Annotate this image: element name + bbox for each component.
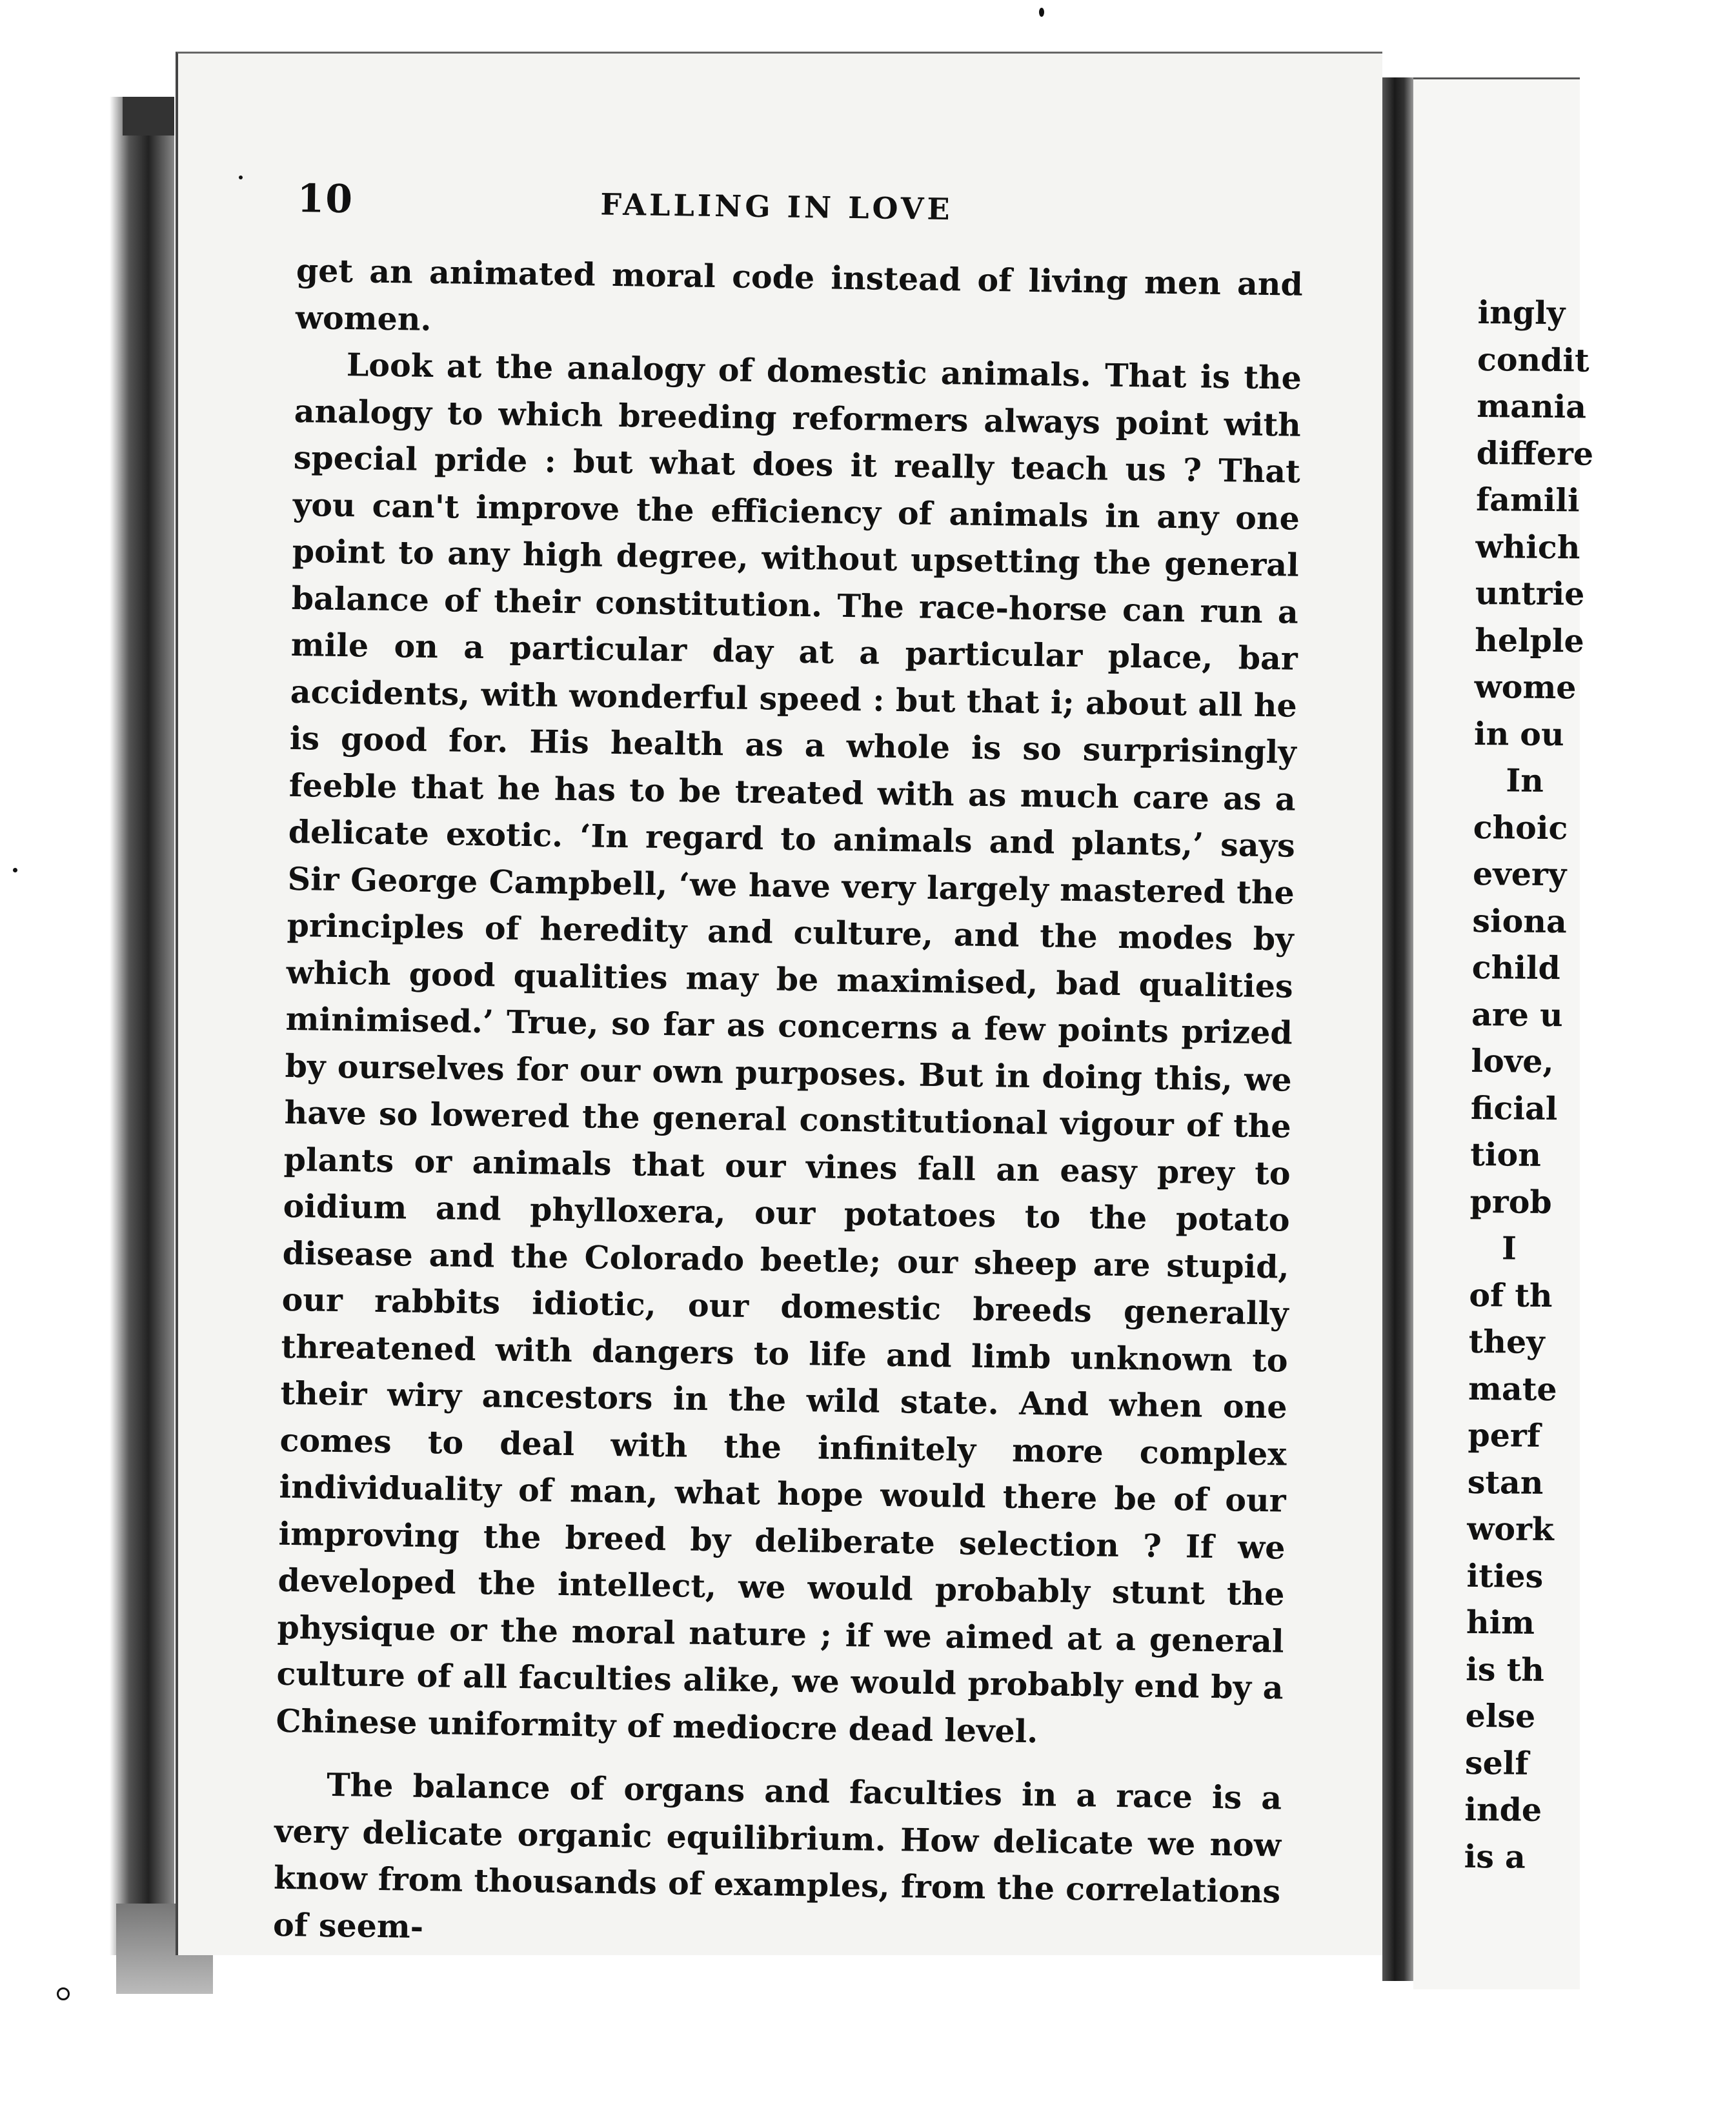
line-fragment: else	[1465, 1696, 1536, 1735]
line-fragment: work	[1466, 1509, 1555, 1549]
book-edge-top	[123, 97, 174, 136]
running-title: FALLING IN LOVE	[600, 186, 953, 227]
line-fragment: siona	[1472, 901, 1567, 940]
line-fragment: perf	[1468, 1416, 1541, 1454]
line-fragment: child	[1471, 948, 1561, 987]
book-gutter	[1382, 77, 1413, 1981]
line-fragment: self	[1464, 1744, 1529, 1782]
scan-speck	[1039, 8, 1044, 17]
line-fragment: they	[1468, 1322, 1545, 1361]
line-fragment: which	[1475, 527, 1580, 566]
book-edge-shadow	[110, 97, 174, 1955]
recto-text-fragments	[1464, 289, 1735, 1882]
line-fragment: stan	[1467, 1463, 1544, 1502]
line-fragment: is th	[1466, 1650, 1545, 1689]
line-fragment: famili	[1475, 480, 1580, 519]
paragraph-continuation: get an animated moral code instead of living men and women.	[295, 251, 1304, 338]
scan-speck	[57, 1987, 70, 2000]
line-fragment: is a	[1464, 1837, 1526, 1876]
line-fragment: inde	[1464, 1790, 1542, 1829]
verso-page	[176, 52, 1382, 1955]
line-fragment: every	[1472, 854, 1567, 894]
line-fragment: ingly	[1477, 293, 1566, 332]
line-fragment: ficial	[1470, 1089, 1558, 1127]
line-fragment: mate	[1468, 1369, 1557, 1408]
line-fragment: mania	[1477, 387, 1587, 426]
line-fragment: untrie	[1475, 574, 1585, 613]
running-head	[296, 176, 1304, 261]
line-fragment: love,	[1471, 1041, 1554, 1081]
line-fragment: are u	[1471, 995, 1563, 1034]
line-fragment: of th	[1469, 1276, 1553, 1314]
line-fragment: tion	[1470, 1135, 1542, 1174]
line-fragment: him	[1466, 1603, 1535, 1642]
line-fragment: choic	[1473, 808, 1568, 847]
line-fragment: differe	[1476, 434, 1594, 473]
paragraph: The balance of organs and faculties in a race is a very delicate organic equilibrium. How delicate we now know from thousands of examples, from the correlations of seem-	[272, 1765, 1282, 1945]
page-content	[273, 176, 1304, 1962]
scan-speck	[13, 868, 17, 872]
page-number: 10	[297, 176, 354, 223]
scan-speck	[239, 176, 243, 179]
line-fragment: condit	[1477, 340, 1590, 379]
line-fragment: In	[1506, 761, 1544, 799]
recto-page-edge	[1413, 77, 1594, 1989]
line-fragment: helple	[1475, 621, 1584, 659]
line-fragment: in ou	[1473, 714, 1564, 753]
line-fragment: prob	[1469, 1182, 1552, 1221]
line-fragment: I	[1501, 1229, 1517, 1267]
line-fragment: wome	[1474, 667, 1577, 707]
body-text	[273, 247, 1304, 1962]
paragraph: Look at the analogy of domestic animals. That is the analogy to which breeding reformers always point with special pride : but what does it really teach us ? That you can't improve the efficiency of animals in any one point to any high degree, without upsetting the general balance of their constitution. The race-horse can run a mile on a particular day at a particular place, bar accidents, with wonderful speed : but that i; about all he is good for. His health as a whole is so surprisingly feeble that he has to be treated with as much care as a delicate exotic. ‘In regard to animals and plants,’ says Sir George Campbell, ‘we have very largely mastered the principles of heredity and culture, and the modes by which good qualities may be maximised, bad qualities minimised.’ True, so far as concerns a few points prized by ourselves for our own purposes. But in doing this, we have so lowered the general constitutional vigour of the plants or animals that our vines fall an easy prey to oidium and phylloxera, our potatoes to the potato disease and the Colorado beetle; our sheep are stupid, our rabbits idiotic, our domestic breeds generally threatened with dangers to life and limb unknown to their wiry ancestors in the wild state. And when one comes to deal with the infinitely more complex individuality of man, what hope would there be of our improving the breed by deliberate selection ? If we developed the intellect, we would probably stunt the physique or the moral nature ; if we aimed at a general culture of all faculties alike, we would probably end by a Chinese uniformity of mediocre dead level.	[276, 346, 1302, 1750]
line-fragment: ities	[1466, 1556, 1544, 1595]
